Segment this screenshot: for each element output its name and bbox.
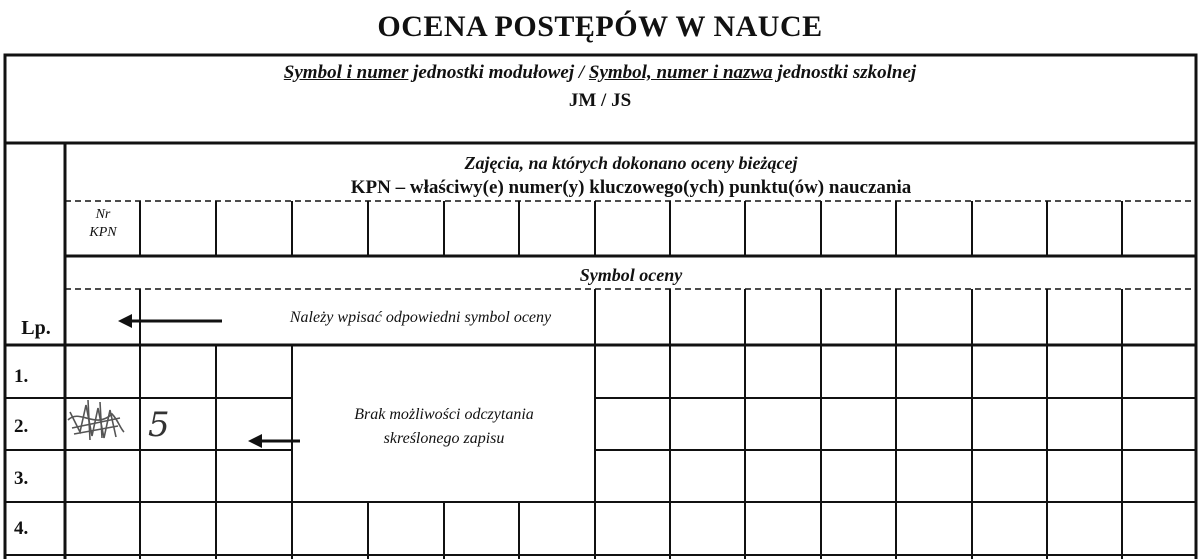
symbol-oceny-heading: Symbol oceny xyxy=(579,265,683,285)
nr-label: Nr xyxy=(95,207,111,222)
row-label-2: 2. xyxy=(14,416,29,437)
lp-column-label: Lp. xyxy=(21,317,51,339)
header-jednostki-modulowej: jednostki modułowej / xyxy=(408,62,589,83)
row-label-4: 4. xyxy=(14,518,29,539)
header-symbol-numer-nazwa: Symbol, numer i nazwa xyxy=(588,62,773,83)
note-crossed-line1: Brak możliwości odczytania xyxy=(354,406,534,423)
arrow-left-icon xyxy=(118,314,222,328)
note-symbol-instruction: Należy wpisać odpowiedni symbol oceny xyxy=(289,309,552,326)
note-crossed-line2: skreślonego zapisu xyxy=(383,430,505,447)
kpn-heading: KPN – właściwy(e) numer(y) kluczowego(ych) punktu(ów) nauczania xyxy=(350,177,912,198)
table-outer-border xyxy=(5,55,1196,559)
row-label-3: 3. xyxy=(14,468,29,489)
header-symbol-numer: Symbol i numer xyxy=(283,62,409,83)
row-label-1: 1. xyxy=(14,366,29,387)
scribble-crossed-entry xyxy=(68,400,124,440)
zajecia-heading: Zajęcia, na których dokonano oceny bieżącej xyxy=(464,153,798,173)
header-jednostki-szkolnej: jednostki szkolnej xyxy=(772,62,917,83)
handwritten-grade: 5 xyxy=(148,405,170,445)
page-title: OCENA POSTĘPÓW W NAUCE xyxy=(377,10,823,43)
kpn-label: KPN xyxy=(89,225,117,240)
header-jm-js: JM / JS xyxy=(568,90,632,111)
